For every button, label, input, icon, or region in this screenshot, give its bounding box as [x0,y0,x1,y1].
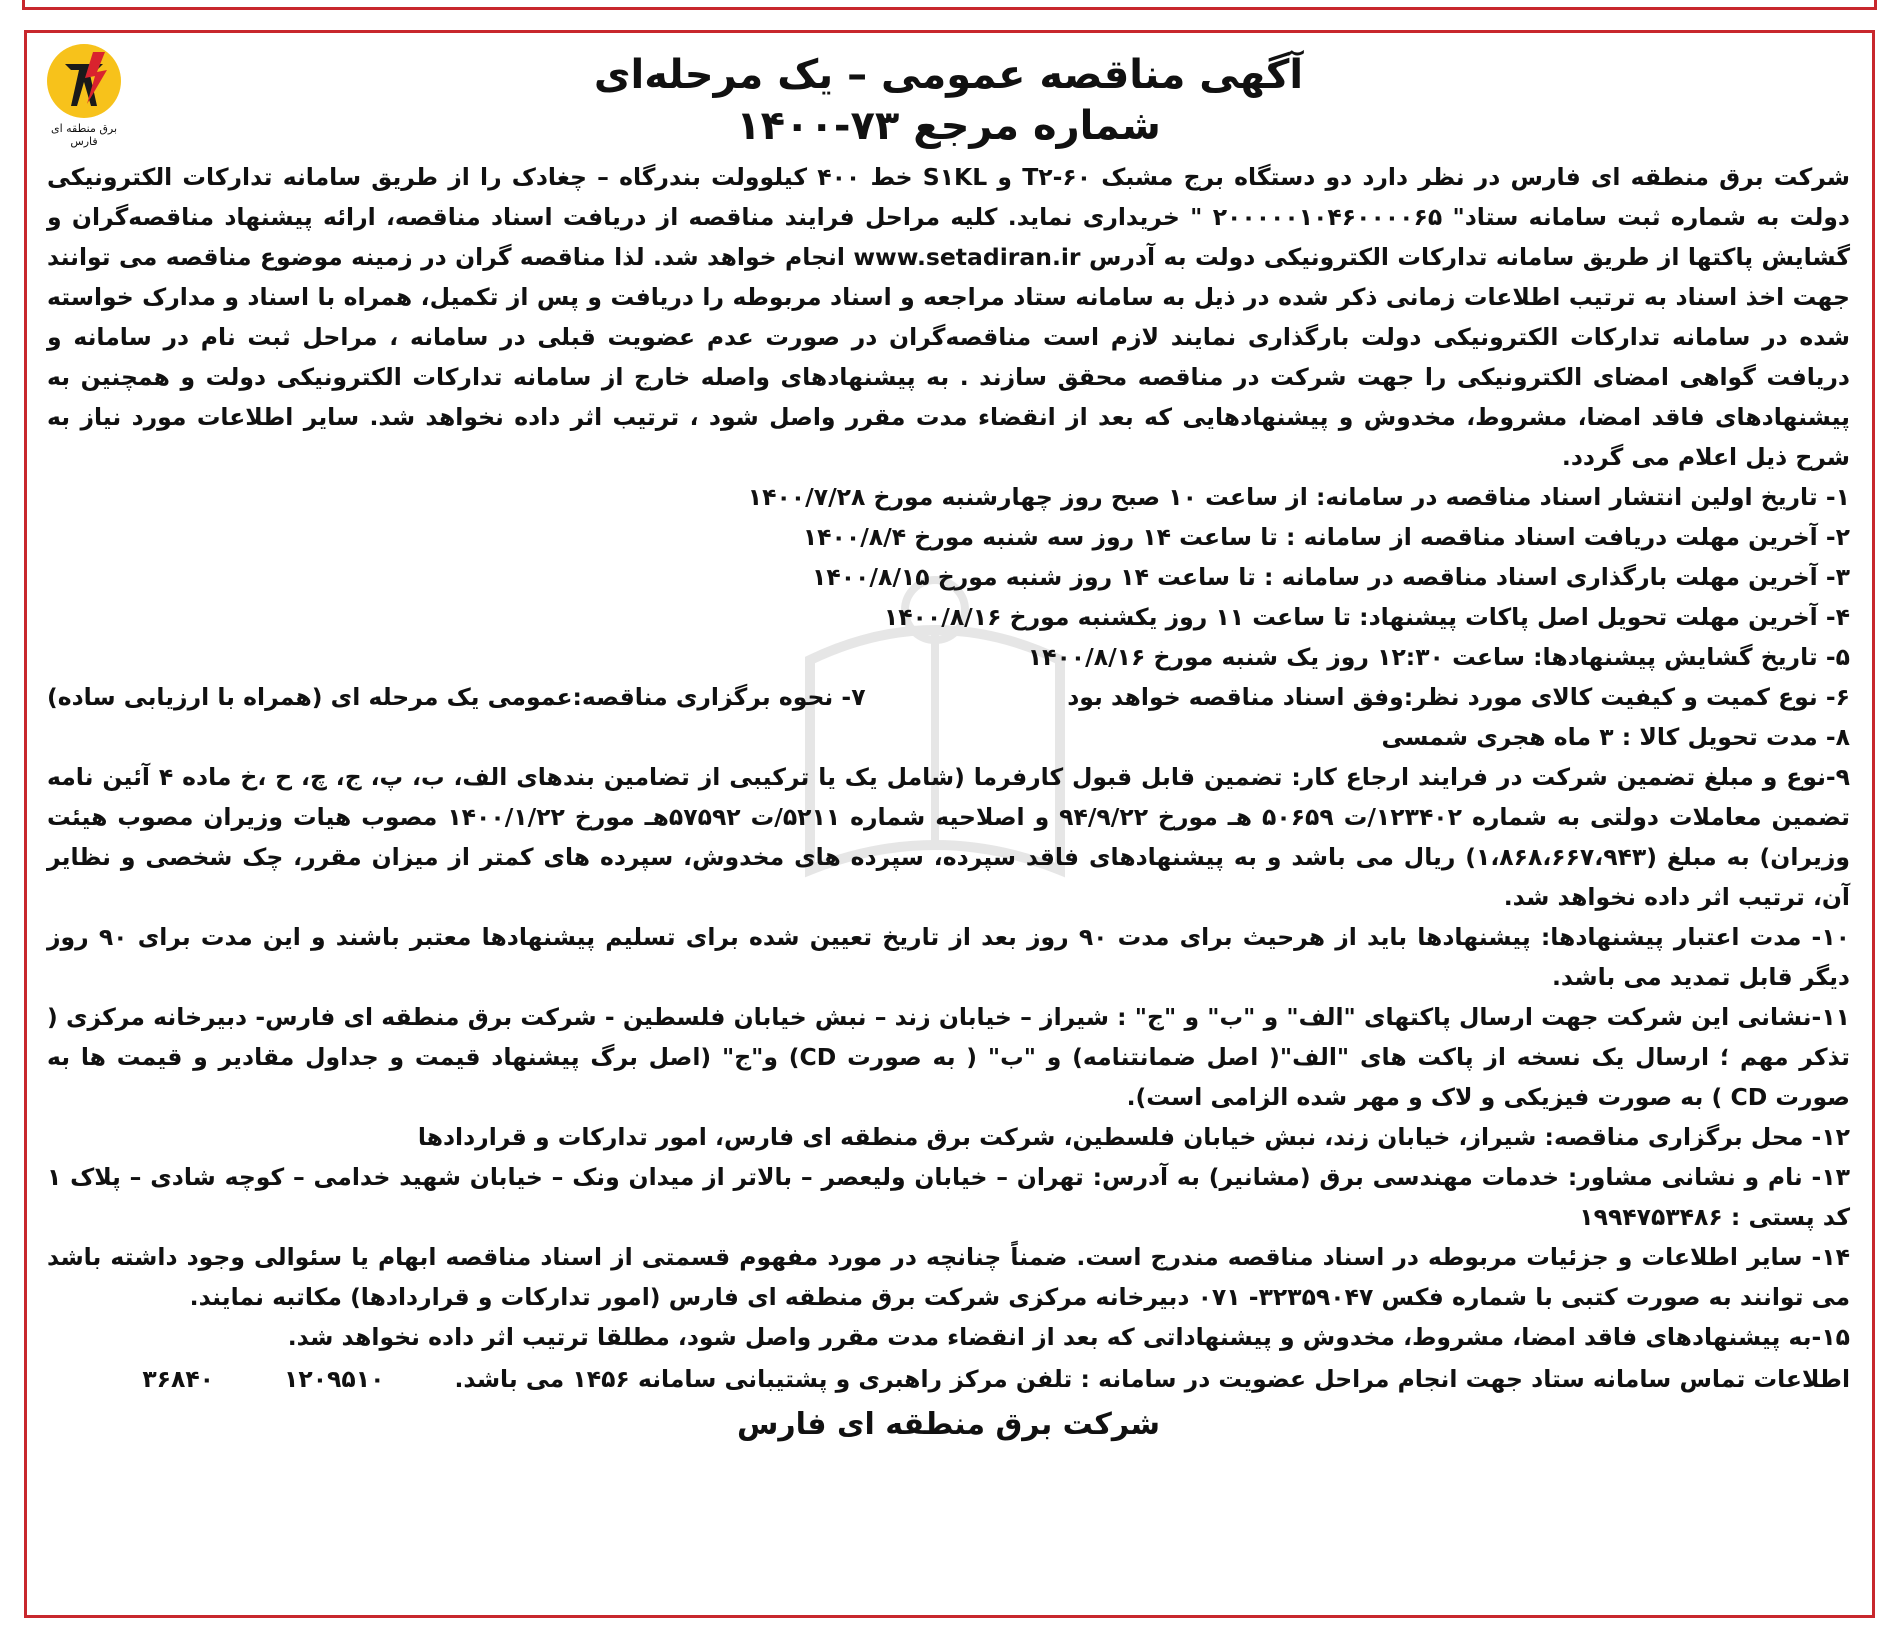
contact-phone-1: ۱۲۰۹۵۱۰ [284,1365,385,1393]
item-9: ۹-نوع و مبلغ تضمین شرکت در فرایند ارجاع کار: تضمین قابل قبول کارفرما (شامل یک یا ترکیبی از تضامین بندهای الف، ب، پ، ج، چ، ح ،خ ماده ۴ آئین نامه تضمین معاملات دولتی به شماره ۱۲۳۴۰۲/ت ۵۰۶۵۹ هـ مورخ ۹۴/۹/۲۲ و اصلاحیه شماره ۵۲۱۱/ت ۵۷۵۹۲هـ مورخ ۱۴۰۰/۱/۲۲ مصوب هیات وزیران مصوب هیئت وزیران) به مبلغ (۱،۸۶۸،۶۶۷،۹۴۳) ریال می باشد و به پیشنهادهای فاقد سپرده، سپرده های مخدوش، سپرده های کمتر از میزان مقرر، چک شخصی و نظایر آن، ترتیب اثر داده نخواهد شد. [47,763,1850,911]
reference-number: شماره مرجع ۷۳-۱۴۰۰ [736,103,1161,149]
intro-paragraph: شرکت برق منطقه ای فارس در نظر دارد دو دستگاه برج مشبک T۲-۶۰ و S۱KL خط ۴۰۰ کیلوولت بندرگاه – چغادک را از طریق سامانه تدارکات الکترونیکی دولت به شماره ثبت سامانه ستاد" ۲۰۰۰۰۰۱۰۴۶۰۰۰۰۶۵ " خریداری نماید. کلیه مراحل فرایند مناقصه از دریافت اسناد مناقصه، ارائه پیشنهاد مناقصه‌گران و گشایش پاکتها از طریق سامانه تدارکات الکترونیکی دولت به آدرس www.setadiran.ir انجام خواهد شد. لذا مناقصه گران در زمینه موضوع مناقصه می توانند جهت اخذ اسناد به ترتیب اطلاعات زمانی ذکر شده در ذیل به سامانه ستاد مراجعه و اسناد مربوطه را دریافت و پس از تکمیل، همراه با اسناد و مدارک خواسته شده در سامانه تدارکات الکترونیکی دولت بارگذاری نمایند لازم است مناقصه‌گران در صورت عدم عضویت قبلی در سامانه ، مراحل ثبت نام در سامانه و دریافت گواهی امضای الکترونیکی را جهت شرکت در مناقصه محقق سازند . به پیشنهادهای واصله خارج از سامانه تدارکات الکترونیکی دولت و همچنین به پیشنهادهای فاقد امضا، مشروط، مخدوش و پیشنهادهایی که بعد از انقضاء مدت مقرر واصل شود ، ترتیب اثر داده نخواهد شد. سایر اطلاعات مورد نیاز به شرح ذیل اعلام می گردد. [47,163,1850,471]
tender-notice [24,30,1875,1618]
item-7: ۷- نحوه برگزاری مناقصه:عمومی یک مرحله ای (همراه با ارزیابی ساده) [47,683,866,711]
contact-text: اطلاعات تماس سامانه ستاد جهت انجام مراحل عضویت در سامانه : تلفن مرکز راهبری و پشتیبانی سامانه ۱۴۵۶ می باشد. [454,1365,1850,1393]
notice-title: آگهی مناقصه عمومی – یک مرحله‌ای [593,52,1304,98]
item-11: ۱۱-نشانی این شرکت جهت ارسال پاکتهای "الف" و "ب" و "ج" : شیراز – خیابان زند – نبش خیابان فلسطین - شرکت برق منطقه ای فارس- دبیرخانه مرکزی ( تذکر مهم ؛ ارسال یک نسخه از پاکت های "الف"( اصل ضمانتنامه) و "ب" ( به صورت CD) و"ج" (اصل برگ پیشنهاد قیمت و جداول مقادیر و قیمت ها به صورت CD ) به صورت فیزیکی و لاک و مهر شده الزامی است). [47,1003,1850,1111]
item-5: ۵- تاریخ گشایش پیشنهادها: ساعت ۱۲:۳۰ روز یک شنبه مورخ ۱۴۰۰/۸/۱۶ [1027,643,1850,671]
item-8: ۸- مدت تحویل کالا : ۳ ماه هجری شمسی [1381,723,1850,751]
item-10: ۱۰- مدت اعتبار پیشنهادها: پیشنهادها باید از هرحیث برای مدت ۹۰ روز بعد از تاریخ تعیین شده برای تسلیم پیشنهادها معتبر باشند و این مدت برای ۹۰ روز دیگر قابل تمدید می باشد. [47,923,1850,991]
item-1: ۱- تاریخ اولین انتشار اسناد مناقصه در سامانه: از ساعت ۱۰ صبح روز چهارشنبه مورخ ۱۴۰۰/۷/۲۸ [747,483,1850,511]
item-13: ۱۳- نام و نشانی مشاور: خدمات مهندسی برق (مشانیر) به آدرس: تهران – خیابان ولیعصر – بالاتر از میدان ونک – خیابان شهید خدامی – کوچه شادی – پلاک ۱ کد پستی : ۱۹۹۴۷۵۳۴۸۶ [47,1163,1850,1231]
previous-ad-border [22,0,1877,10]
item-15: ۱۵-به پیشنهادهای فاقد امضا، مشروط، مخدوش و پیشنهاداتی که بعد از انقضاء مدت مقرر واصل شود، مطلقا ترتیب اثر داده نخواهد شد. [287,1323,1850,1351]
item-4: ۴- آخرین مهلت تحویل اصل پاکات پیشنهاد: تا ساعت ۱۱ روز یکشنبه مورخ ۱۴۰۰/۸/۱۶ [883,603,1850,631]
contact-info [47,1359,1850,1399]
logo-caption: برق منطقه ای فارس [50,122,118,148]
item-14: ۱۴- سایر اطلاعات و جزئیات مربوطه در اسناد مناقصه مندرج است. ضمناً چنانچه در مورد مفهوم قسمتی از اسناد مناقصه ابهام یا سئوالی وجود داشته باشد می توانند به صورت کتبی با شماره فکس ۳۲۳۵۹۰۴۷- ۰۷۱ دبیرخانه مرکزی شرکت برق منطقه ای فارس (امور تدارکات و قراردادها) مکاتبه نمایند. [47,1243,1850,1311]
items-6-7-row [47,677,1850,717]
item-6: ۶- نوع کمیت و کیفیت کالای مورد نظر:وفق اسناد مناقصه خواهد بود [1067,683,1850,711]
item-2: ۲- آخرین مهلت دریافت اسناد مناقصه از سامانه : تا ساعت ۱۴ روز سه شنبه مورخ ۱۴۰۰/۸/۴ [802,523,1850,551]
item-12: ۱۲- محل برگزاری مناقصه: شیراز، خیابان زند، نبش خیابان فلسطین، شرکت برق منطقه ای فارس، امور تدارکات و قراردادها [417,1123,1850,1151]
signature: شرکت برق منطقه ای فارس [736,1407,1161,1442]
contact-phone-2: ۳۶۸۴۰ [142,1365,215,1393]
item-3: ۳- آخرین مهلت بارگذاری اسناد مناقصه در سامانه : تا ساعت ۱۴ روز شنبه مورخ ۱۴۰۰/۸/۱۵ [812,563,1850,591]
